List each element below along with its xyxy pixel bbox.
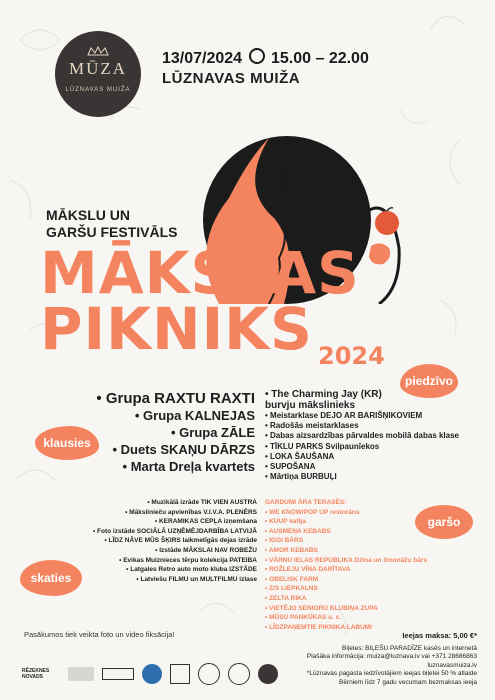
food-item: • OBELISK FARM <box>265 575 319 583</box>
tag-skaties: skaties <box>20 560 82 596</box>
music-item: • Grupa ZĀLE <box>171 425 255 440</box>
crown-icon <box>86 45 110 57</box>
music-item: • Grupa KALNEJAS <box>134 408 255 423</box>
workshop-item: • Dabas aizsardzības pārvaldes mobilā dabas klase <box>265 431 460 441</box>
title-line-2: PIKNIKS <box>40 295 313 363</box>
food-item: • VĀRNU IELAS REPUBLIKA Džina un limonāžu bārs <box>265 556 428 564</box>
event-date: 13/07/2024 <box>162 50 243 67</box>
music-item: • Grupa RAXTU RAXTI <box>96 390 255 407</box>
event-datetime <box>162 48 369 68</box>
sponsor-logo <box>68 667 94 681</box>
workshop-item: • TĪKLU PARKS Svilpaunīekos <box>265 441 380 451</box>
food-item: • IGGI BĀRS <box>265 537 304 545</box>
show-item: • Latgales Retro auto moto kluba IZSTĀDE <box>126 566 257 574</box>
sponsor-logos <box>22 663 278 685</box>
logo-name: MŪZA <box>68 59 128 78</box>
workshops-list <box>265 389 459 482</box>
clock-icon <box>249 48 265 64</box>
food-item: • AUSMEŅA KEBABS <box>265 527 331 535</box>
food-item: • LĪDZPAŅEMTIE PIKNIKA LABUMI <box>265 623 372 631</box>
event-time: 15.00 – 22.00 <box>270 50 369 67</box>
show-item: • KERAMIKAS CEPĻA izņemšana <box>154 518 257 526</box>
info-line: luznavasmuiza.lv <box>427 661 477 669</box>
show-item: • Mākslinieču apvienības V.I.V.A. PLENĒRS <box>125 508 257 516</box>
show-item: • Foto izstāde SOCIĀLĀ UZŅĒMĒJDARBĪBA LATVIJĀ <box>92 527 257 535</box>
food-item: • AMOR KEBABS <box>265 546 318 554</box>
workshop-lead-sub: burvju mākslinieks <box>265 400 356 411</box>
sponsor-logo <box>198 663 220 685</box>
food-item: • ZELTA RIKA <box>265 594 307 602</box>
show-item: • Muzikālā izrāde TIK VIEN AUSTRA <box>147 499 257 506</box>
sponsor-logo <box>170 664 190 684</box>
info-line: Biļetes: BIĻEŠU PARADĪZE kasēs un internetā <box>342 645 477 652</box>
music-list <box>96 390 255 475</box>
ticket-info <box>307 645 477 687</box>
sponsor-logo <box>102 668 134 680</box>
food-item: • WE KNOW/POP UP restorāns <box>265 508 360 516</box>
festival-line-1: MĀKSLU UN <box>46 207 130 223</box>
show-item: • Evikas Muiznieces tērpu kolekcija PATEIBA <box>119 556 257 564</box>
workshop-item: • Meistarklase DEJO AR BARIŠŅIKOVIEM <box>265 411 423 420</box>
shows-list <box>93 498 257 584</box>
sponsor-logo <box>142 664 162 684</box>
food-item: • Z/S LIEPKALNS <box>265 585 318 593</box>
apple-icon <box>372 206 402 236</box>
workshop-item: • Mārtiņa BURBUĻI <box>265 472 337 482</box>
workshop-item: • Radošās meistarklases <box>265 421 359 431</box>
workshop-item: • SUPOŠANA <box>265 462 316 472</box>
food-item: • VIETĒJO SENIORU KLUBIŅA ZUPA <box>265 604 378 612</box>
music-item: • Marta Dreļa kvartets <box>122 459 255 474</box>
music-item: • Duets SKAŅU DĀRZS <box>112 442 255 457</box>
workshop-lead: • The Charming Jay (KR) <box>265 389 382 400</box>
workshop-item: • LOKA ŠAUŠANA <box>265 451 335 461</box>
tag-piedzivo: piedzīvo <box>400 364 458 398</box>
photo-notice: Pasākumos tiek veikta foto un video fiksācija! <box>24 630 175 639</box>
show-item: • LĪDZ NĀVE MŪS ŠĶIRS laikmetīgās dejas izrāde <box>104 537 257 545</box>
rezeknes-novads-logo: RĒZEKNES NOVADS <box>22 668 50 680</box>
festival-subtitle <box>46 207 177 241</box>
festival-line-2: GARŠU FESTIVĀLS <box>46 224 178 240</box>
show-item: • Izstāde MĀKSLAI NAV ROBEŽU <box>155 546 257 554</box>
title-line-1: MĀKSLAS <box>40 239 360 307</box>
festival-title <box>40 239 360 363</box>
sponsor-logo <box>228 663 250 685</box>
tag-klausies: klausies <box>35 426 99 460</box>
show-item: • Latviešu FILMU un MULTFILMU izlase <box>136 575 257 583</box>
food-heading: GARDUMI ĀRA TERASĒS: <box>265 499 347 506</box>
info-line: *Lūznavas pagasta iedzīvotājiem ieejas biļetei 50 % atlaide <box>306 670 477 678</box>
food-item: • KUUP kafija <box>265 518 306 526</box>
info-line: Plašāka informācija: muiza@luznava.lv vai +371 28686863 <box>306 653 477 661</box>
tag-garso: garšo <box>415 505 473 539</box>
festival-year: 2024 <box>318 342 385 370</box>
sponsor-logo <box>258 664 278 684</box>
entry-price: Ieejas maksa: 5,00 €* <box>402 631 477 640</box>
food-item: • MŪSU PANKŪKAS u. c. <box>265 614 342 622</box>
event-venue: LŪZNAVAS MUIŽA <box>162 70 301 87</box>
info-line: Bērniem līdz 7 gadu vecumam bezmaksas ieeja <box>338 678 477 686</box>
muza-logo <box>55 31 141 117</box>
food-list <box>265 498 427 632</box>
food-item: • ROŽLEJU VĪNA DARĪTAVA <box>265 566 351 574</box>
logo-subtitle: LŪZNAVAS MUIŽA <box>65 87 131 93</box>
